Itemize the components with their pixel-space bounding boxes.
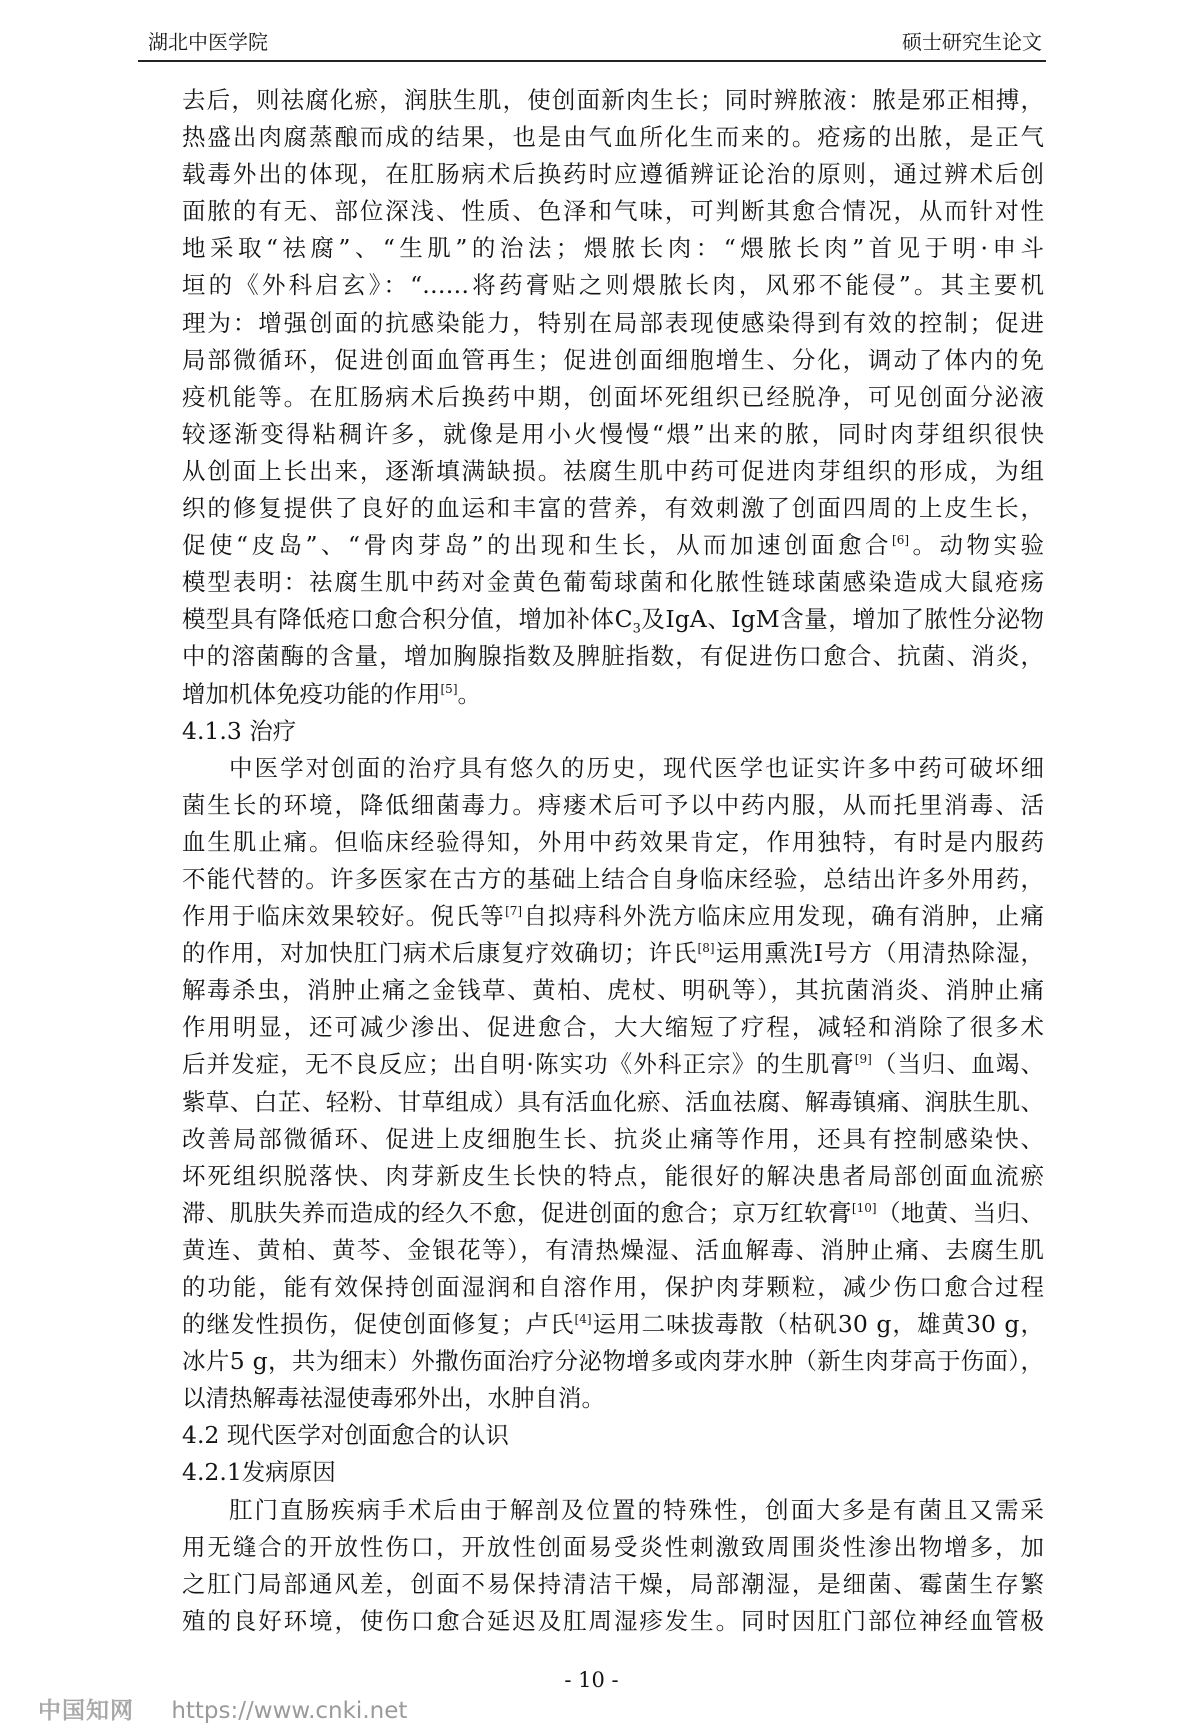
text-line (182, 898, 1044, 935)
line-text: 不能代替的。许多医家在古方的基础上结合自身临床经验，总结出许多外用药， (182, 864, 1044, 893)
line-text: 作用明显，还可减少渗出、促进愈合，大大缩短了疗程，减轻和消除了很多术 (182, 1013, 1044, 1042)
line-text: 以清热解毒祛湿使毒邪外出，水肿自消。 (182, 1384, 605, 1413)
text-line (182, 1492, 1044, 1529)
text-line (182, 750, 1044, 787)
text-line (182, 453, 1044, 490)
section-heading (182, 1417, 1044, 1454)
text-line (182, 1232, 1044, 1269)
text-line (182, 379, 1044, 416)
text-line (182, 1269, 1044, 1306)
line-text: 载毒外出的体现，在肛肠病术后换药时应遵循辨证论治的原则，通过辨术后创 (182, 160, 1044, 189)
citation-ref: [5] (440, 681, 458, 696)
text-line (182, 1009, 1044, 1046)
thesis-type: 硕士研究生论文 (902, 30, 1042, 54)
citation-ref: [9] (854, 1052, 872, 1067)
line-text: 热盛出肉腐蒸酿而成的结果，也是由气血所化生而来的。疮疡的出脓，是正气 (182, 123, 1044, 152)
line-text-cont: （地黄、当归、 (876, 1198, 1044, 1227)
line-text: 之肛门局部通风差，创面不易保持清洁干燥，局部潮湿，是细菌、霉菌生存繁 (182, 1569, 1044, 1598)
line-text: 模型表明：祛腐生肌中药对金黄色葡萄球菌和化脓性链球菌感染造成大鼠疮疡 (182, 568, 1044, 597)
line-text: 用无缝合的开放性伤口，开放性创面易受炎性刺激致周围炎性渗出物增多，加 (182, 1532, 1044, 1561)
line-text: 4.2.1发病原因 (182, 1458, 336, 1487)
line-text: 从创面上长出来，逐渐填满缺损。祛腐生肌中药可促进肉芽组织的形成，为组 (182, 456, 1044, 485)
text-line (182, 861, 1044, 898)
line-text-cont: 运用二味拔毒散（枯矾30 g，雄黄30 g， (591, 1310, 1044, 1339)
line-text: 坏死组织脱落快、肉芽新皮生长快的特点，能很好的解决患者局部创面血流瘀 (182, 1161, 1044, 1190)
text-line (182, 1529, 1044, 1566)
text-line (182, 1380, 1044, 1417)
text-line (182, 416, 1044, 453)
line-text: 促使“皮岛”、“骨肉芽岛”的出现和生长，从而加速创面愈合 (182, 531, 893, 560)
text-line (182, 82, 1044, 119)
page-number: - 10 - (564, 1668, 619, 1692)
line-text: 理为：增强创面的抗感染能力，特别在局部表现使感染得到有效的控制；促进 (182, 308, 1044, 337)
section-heading (182, 713, 1044, 750)
line-text-cont: 。 (457, 679, 481, 708)
line-text: 地采取“祛腐”、“生肌”的治法；煨脓长肉：“煨脓长肉”首见于明·申斗 (182, 234, 1044, 263)
line-text: 垣的《外科启玄》：“……将药膏贴之则煨脓长肉，风邪不能侵”。其主要机 (182, 271, 1044, 300)
watermark (38, 1692, 407, 1725)
text-line (182, 1195, 1044, 1232)
cnki-logo: 中国知网 (38, 1698, 134, 1724)
text-line (182, 972, 1044, 1009)
line-text: 肛门直肠疾病手术后由于解剖及位置的特殊性，创面大多是有菌且又需采 (229, 1495, 1044, 1524)
page-header (138, 26, 1046, 62)
line-text: 增加机体免疫功能的作用 (182, 679, 441, 708)
text-line (182, 601, 1044, 638)
text-line (182, 638, 1044, 675)
text-line (182, 267, 1044, 304)
line-text: 4.2 现代医学对创面愈合的认识 (182, 1421, 509, 1450)
text-line (182, 935, 1044, 972)
line-text: 疫机能等。在肛肠病术后换药中期，创面坏死组织已经脱净，可见创面分泌液 (182, 382, 1044, 411)
line-text: 织的修复提供了良好的血运和丰富的营养，有效刺激了创面四周的上皮生长， (182, 494, 1044, 523)
text-line (182, 527, 1044, 564)
line-text: 后并发症，无不良反应；出自明·陈实功《外科正宗》的生肌膏 (182, 1050, 855, 1079)
line-text-cont: 及IgA、IgM含量，增加了脓性分泌物 (640, 605, 1044, 634)
line-text: 黄连、黄柏、黄芩、金银花等），有清热燥湿、活血解毒、消肿止痛、去腐生肌 (182, 1235, 1044, 1264)
text-line (182, 119, 1044, 156)
line-text: 的作用，对加快肛门病术后康复疗效确切；许氏 (182, 939, 698, 968)
text-line (182, 824, 1044, 861)
line-text: 的功能，能有效保持创面湿润和自溶作用，保护肉芽颗粒，减少伤口愈合过程 (182, 1273, 1044, 1301)
text-line (182, 490, 1044, 527)
line-text: 紫草、白芷、轻粉、甘草组成）具有活血化瘀、活血祛腐、解毒镇痛、润肤生肌、 (182, 1087, 1044, 1116)
text-line (182, 1566, 1044, 1603)
line-text: 作用于临床效果较好。倪氏等 (182, 902, 506, 931)
line-text: 滞、肌肤失养而造成的经久不愈，促进创面的愈合；京万红软膏 (182, 1198, 852, 1227)
text-line (182, 1084, 1044, 1121)
body-text (182, 82, 1044, 1640)
line-text: 4.1.3 治疗 (182, 716, 297, 745)
text-line (182, 564, 1044, 601)
line-text: 中的溶菌酶的含量，增加胸腺指数及脾脏指数，有促进伤口愈合、抗菌、消炎， (182, 642, 1044, 671)
line-text: 模型具有降低疮口愈合积分值，增加补体C (182, 605, 633, 634)
text-line (182, 342, 1044, 379)
text-line (182, 156, 1044, 193)
line-text: 去后，则祛腐化瘀，润肤生肌，使创面新肉生长；同时辨脓液：脓是邪正相搏， (182, 86, 1044, 114)
text-line (182, 1121, 1044, 1158)
line-text: 殖的良好环境，使伤口愈合延迟及肛周湿疹发生。同时因肛门部位神经血管极 (182, 1606, 1044, 1635)
line-text-cont: 。动物实验 (909, 531, 1044, 560)
text-line (182, 1158, 1044, 1195)
line-text: 解毒杀虫，消肿止痛之金钱草、黄柏、虎杖、明矾等），其抗菌消炎、消肿止痛 (182, 976, 1044, 1005)
watermark-url: https://www.cnki.net (171, 1698, 408, 1724)
line-text: 较逐渐变得粘稠许多，就像是用小火慢慢“煨”出来的脓，同时肉芽组织很快 (182, 419, 1044, 448)
line-text: 冰片5 g，共为细末）外撒伤面治疗分泌物增多或肉芽水肿（新生肉芽高于伤面）， (182, 1347, 1044, 1376)
citation-ref: [7] (505, 904, 523, 919)
line-text: 的继发性损伤，促使创面修复；卢氏 (182, 1310, 575, 1339)
text-line (182, 1306, 1044, 1343)
text-line (182, 1603, 1044, 1640)
citation-ref: [10] (851, 1200, 877, 1215)
citation-ref: [4] (574, 1312, 592, 1327)
subscript: 3 (632, 622, 641, 637)
text-line (182, 676, 1044, 713)
text-line (182, 230, 1044, 267)
line-text: 中医学对创面的治疗具有悠久的历史，现代医学也证实许多中药可破坏细 (229, 753, 1044, 782)
text-line (182, 787, 1044, 824)
institution-name: 湖北中医学院 (148, 30, 268, 54)
text-line (182, 193, 1044, 230)
text-line (182, 305, 1044, 342)
section-heading (182, 1454, 1044, 1491)
line-text-cont: 自拟痔科外洗方临床应用发现，确有消肿，止痛 (522, 902, 1044, 931)
citation-ref: [8] (697, 941, 715, 956)
citation-ref: [6] (892, 533, 910, 548)
line-text-cont: （当归、血竭、 (871, 1050, 1044, 1079)
text-line (182, 1343, 1044, 1380)
line-text: 面脓的有无、部位深浅、性质、色泽和气味，可判断其愈合情况，从而针对性 (182, 197, 1044, 226)
line-text: 菌生长的环境，降低细菌毒力。痔瘘术后可予以中药内服，从而托里消毒、活 (182, 790, 1044, 819)
line-text: 改善局部微循环、促进上皮细胞生长、抗炎止痛等作用，还具有控制感染快、 (182, 1124, 1044, 1153)
text-line (182, 1046, 1044, 1083)
line-text-cont: 运用熏洗Ⅰ号方（用清热除湿， (714, 939, 1044, 968)
line-text: 血生肌止痛。但临床经验得知，外用中药效果肯定，作用独特，有时是内服药 (182, 827, 1044, 856)
line-text: 局部微循环，促进创面血管再生；促进创面细胞增生、分化，调动了体内的免 (182, 345, 1044, 374)
